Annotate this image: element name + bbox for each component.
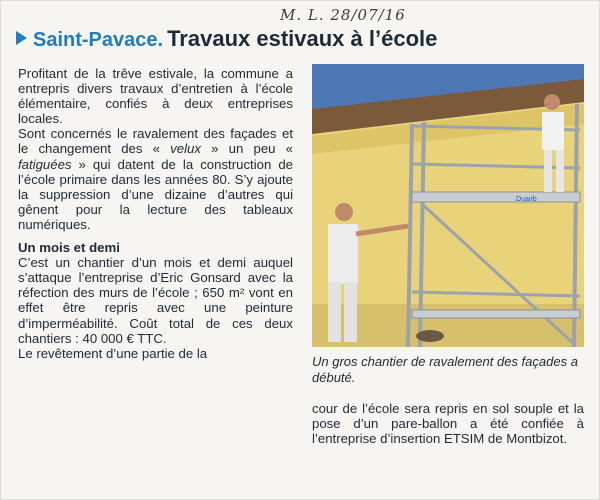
para2-text-end: » qui datent de la construction de l’école primaire dans les années 80. S’y ajoute la suppression d’une dizaine d’autres qui gênent pour la lecture des tableaux numériques. bbox=[18, 156, 293, 232]
subheading: Un mois et demi bbox=[18, 240, 120, 256]
para2-text: Sont concernés le ravalement des façades et le changement des « bbox=[18, 126, 293, 157]
para2-text-mid: » un peu « bbox=[211, 141, 293, 157]
photo-caption: Un gros chantier de ravalement des façades a débuté. bbox=[312, 354, 578, 385]
fatiguees-term: fatiguées bbox=[18, 156, 79, 172]
town-name: Saint-Pavace. bbox=[33, 29, 164, 51]
paragraph-intro: Profitant de la trêve estivale, la commune a entrepris divers travaux d’entretien à l’école élémentaire, confiés à deux entreprises locales. bbox=[18, 66, 293, 127]
paragraph-duration: C’est un chantier d’un mois et demi auquel s’attaque l’entreprise d’Eric Gonsard avec la réfection des murs de l’école ; 650 m² vont en effet être repris avec une peinture d’imperméabilité. Coût total de ces deux chantiers : 40 000 € TTC. bbox=[18, 255, 293, 346]
paragraph-courtyard-continued: cour de l’école sera repris en sol souple et la pose d’un pare-ballon a été confiée à l’entreprise d’insertion ETSIM de Montbizot. bbox=[312, 401, 584, 447]
paragraph-courtyard: Le revêtement d’une partie de la bbox=[18, 345, 208, 361]
headline: Travaux estivaux à l’école bbox=[167, 26, 438, 51]
handwritten-date-stamp: M. L. 28/07/16 bbox=[280, 6, 406, 24]
velux-term: velux bbox=[159, 141, 212, 157]
scaffold-brand: Duarib bbox=[516, 196, 537, 203]
